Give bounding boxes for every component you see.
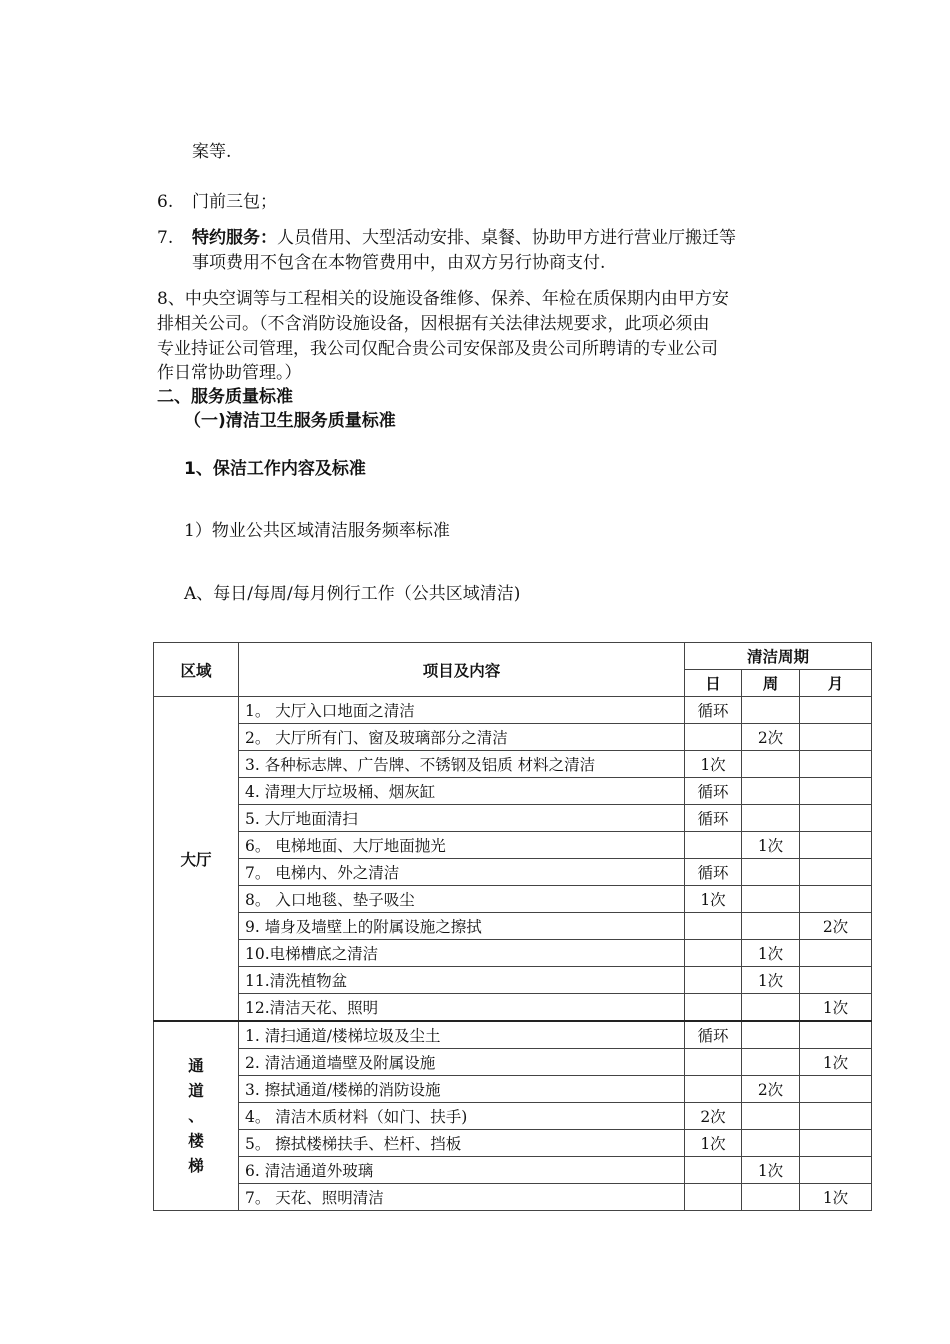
table-cell-month — [800, 1157, 872, 1184]
table-cell-day — [685, 1049, 742, 1076]
table-cell-month: 1次 — [800, 1184, 872, 1211]
cleaning-schedule-table — [153, 642, 872, 1211]
table-cell-week — [742, 994, 800, 1022]
table-cell-month — [800, 805, 872, 832]
table-cell-day: 1次 — [685, 886, 742, 913]
table-cell-month — [800, 1076, 872, 1103]
table-cell-item: 11.清洗植物盆 — [239, 967, 685, 994]
subsection-heading: 1、保洁工作内容及标准 — [184, 459, 366, 479]
header-cycle: 清洁周期 — [685, 643, 872, 670]
subsection-heading: A、每日/每周/每月例行工作（公共区域清洁) — [184, 584, 521, 604]
table-cell-week — [742, 1130, 800, 1157]
table-cell-week — [742, 1103, 800, 1130]
table-cell-week — [742, 859, 800, 886]
table-cell-month — [800, 859, 872, 886]
table-cell-month — [800, 697, 872, 724]
region-char: 通 — [188, 1056, 204, 1075]
table-cell-week: 1次 — [742, 940, 800, 967]
table-cell-week — [742, 778, 800, 805]
table-cell-month: 1次 — [800, 1049, 872, 1076]
region-corridor-stairs — [154, 1021, 239, 1211]
table-cell-item: 5。 擦拭楼梯扶手、栏杆、挡板 — [239, 1130, 685, 1157]
table-cell-week — [742, 1184, 800, 1211]
table-cell-month — [800, 832, 872, 859]
table-cell-week: 1次 — [742, 967, 800, 994]
table-cell-day — [685, 832, 742, 859]
list-item-text-rest: 人员借用、大型活动安排、桌餐、协助甲方进行营业厅搬迁等 — [277, 228, 736, 248]
table-cell-day: 2次 — [685, 1103, 742, 1130]
bold-label: 特约服务： — [192, 228, 277, 248]
table-cell-month — [800, 967, 872, 994]
table-cell-item: 6. 清洁通道外玻璃 — [239, 1157, 685, 1184]
table-cell-day — [685, 994, 742, 1022]
paragraph-line: 案等. — [192, 142, 232, 162]
table-cell-item: 4。 清洁木质材料（如门、扶手) — [239, 1103, 685, 1130]
table-cell-week — [742, 805, 800, 832]
table-cell-week: 1次 — [742, 1157, 800, 1184]
table-cell-item: 12.清洁天花、照明 — [239, 994, 685, 1022]
subsection-heading: （一)清洁卫生服务质量标准 — [184, 411, 396, 431]
table-cell-month — [800, 1021, 872, 1049]
paragraph-line: 作日常协助管理。） — [157, 363, 302, 383]
table-cell-week — [742, 751, 800, 778]
region-char: 、 — [188, 1106, 204, 1125]
table-cell-week — [742, 697, 800, 724]
header-month: 月 — [800, 670, 872, 697]
table-cell-month: 2次 — [800, 913, 872, 940]
table-cell-day: 1次 — [685, 1130, 742, 1157]
table-cell-month — [800, 724, 872, 751]
table-cell-day: 循环 — [685, 859, 742, 886]
table-cell-month — [800, 886, 872, 913]
table-cell-day: 1次 — [685, 751, 742, 778]
list-item-text: 门前三包； — [192, 192, 277, 212]
region-char: 道 — [188, 1081, 204, 1100]
table-cell-week: 2次 — [742, 724, 800, 751]
region-char: 梯 — [188, 1156, 204, 1175]
table-cell-item: 6。 电梯地面、大厅地面抛光 — [239, 832, 685, 859]
region-char: 楼 — [188, 1131, 204, 1150]
table-cell-day: 循环 — [685, 1021, 742, 1049]
table-cell-week — [742, 886, 800, 913]
subsection-heading: 1）物业公共区域清洁服务频率标准 — [184, 521, 450, 541]
list-number: 6. — [157, 192, 174, 212]
table-cell-item: 9. 墙身及墙壁上的附属设施之擦拭 — [239, 913, 685, 940]
table-cell-week — [742, 1049, 800, 1076]
table-cell-day — [685, 1184, 742, 1211]
header-item: 项目及内容 — [239, 643, 685, 697]
table-cell-month — [800, 751, 872, 778]
table-cell-item: 3. 各种标志牌、广告牌、不锈钢及铝质 材料之清洁 — [239, 751, 685, 778]
table-cell-item: 7。 天花、照明清洁 — [239, 1184, 685, 1211]
table-cell-month: 1次 — [800, 994, 872, 1022]
table-cell-day — [685, 940, 742, 967]
table-cell-item: 1. 清扫通道/楼梯垃圾及尘土 — [239, 1021, 685, 1049]
list-number: 7. — [157, 228, 174, 248]
paragraph-line: 排相关公司。（不含消防设施设备，因根据有关法律法规要求，此项必须由 — [157, 314, 710, 334]
paragraph-line: 8、中央空调等与工程相关的设施设备维修、保养、年检在质保期内由甲方安 — [157, 289, 729, 309]
header-region: 区域 — [154, 643, 239, 697]
table-cell-day — [685, 913, 742, 940]
table-cell-day — [685, 1157, 742, 1184]
table-cell-item: 2。 大厅所有门、窗及玻璃部分之清洁 — [239, 724, 685, 751]
table-cell-item: 3. 擦拭通道/楼梯的消防设施 — [239, 1076, 685, 1103]
header-day: 日 — [685, 670, 742, 697]
table-cell-week — [742, 913, 800, 940]
table-cell-day: 循环 — [685, 697, 742, 724]
table-cell-week: 2次 — [742, 1076, 800, 1103]
list-item-text — [192, 226, 736, 250]
section-heading: 二、服务质量标准 — [157, 387, 293, 407]
region-hall: 大厅 — [154, 697, 239, 1022]
paragraph-line: 专业持证公司管理，我公司仅配合贵公司安保部及贵公司所聘请的专业公司 — [157, 339, 718, 359]
table-cell-month — [800, 778, 872, 805]
table-cell-month — [800, 1103, 872, 1130]
table-cell-day: 循环 — [685, 805, 742, 832]
table-cell-day — [685, 724, 742, 751]
table-cell-item: 7。 电梯内、外之清洁 — [239, 859, 685, 886]
table-cell-day: 循环 — [685, 778, 742, 805]
header-week: 周 — [742, 670, 800, 697]
table-cell-month — [800, 940, 872, 967]
table-cell-item: 1。 大厅入口地面之清洁 — [239, 697, 685, 724]
list-item-text: 事项费用不包含在本物管费用中，由双方另行协商支付. — [192, 253, 606, 273]
table-cell-month — [800, 1130, 872, 1157]
table-cell-item: 4. 清理大厅垃圾桶、烟灰缸 — [239, 778, 685, 805]
table-cell-item: 10.电梯槽底之清洁 — [239, 940, 685, 967]
table-cell-week: 1次 — [742, 832, 800, 859]
table-cell-item: 5. 大厅地面清扫 — [239, 805, 685, 832]
table-cell-day — [685, 967, 742, 994]
table-cell-day — [685, 1076, 742, 1103]
table-cell-week — [742, 1021, 800, 1049]
table-cell-item: 2. 清洁通道墙壁及附属设施 — [239, 1049, 685, 1076]
table-cell-item: 8。 入口地毯、垫子吸尘 — [239, 886, 685, 913]
